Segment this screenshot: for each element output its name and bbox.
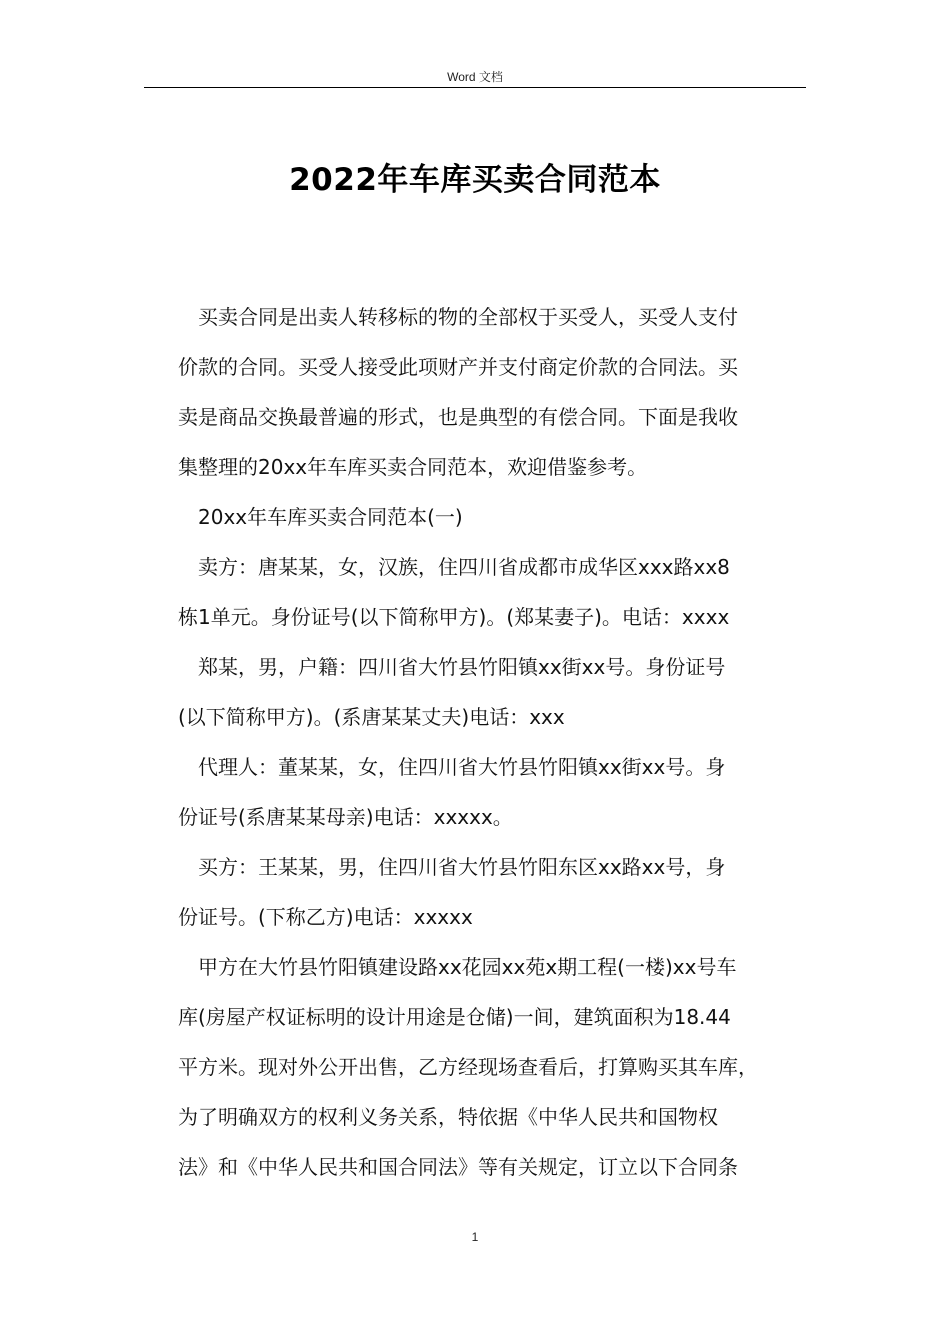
body-line: 为了明确双方的权利义务关系，特依据《中华人民共和国物权 [178,1105,718,1129]
body-line: 份证号。(下称乙方)电话：xxxxx [178,905,473,929]
header-divider [144,87,806,88]
body-line: 买卖合同是出卖人转移标的物的全部权于买受人，买受人支付 [198,305,738,329]
body-line: 法》和《中华人民共和国合同法》等有关规定，订立以下合同条 [178,1155,738,1179]
section-heading: 20xx年车库买卖合同范本(一) [198,505,463,529]
body-line: 价款的合同。买受人接受此项财产并支付商定价款的合同法。买 [178,355,738,379]
body-line: 甲方在大竹县竹阳镇建设路xx花园xx苑x期工程(一楼)xx号车 [198,955,737,979]
body-line: 栋1单元。身份证号(以下简称甲方)。(郑某妻子)。电话：xxxx [178,605,730,629]
body-line: 买方：王某某，男，住四川省大竹县竹阳东区xx路xx号，身 [198,855,726,879]
body-line: 卖是商品交换最普遍的形式，也是典型的有偿合同。下面是我收 [178,405,738,429]
body-line: 库(房屋产权证标明的设计用途是仓储)一间，建筑面积为18.44 [178,1005,731,1029]
body-line: (以下简称甲方)。(系唐某某丈夫)电话：xxx [178,705,565,729]
body-line: 份证号(系唐某某母亲)电话：xxxxx。 [178,805,513,829]
document-body [178,297,818,1197]
document-title: 2022年车库买卖合同范本 [289,162,661,198]
page-header-label: Word 文档 [447,70,503,84]
body-line: 郑某，男，户籍：四川省大竹县竹阳镇xx街xx号。身份证号 [198,655,726,679]
page-number: 1 [471,1230,479,1244]
body-line: 卖方：唐某某，女，汉族，住四川省成都市成华区xxx路xx8 [198,555,730,579]
body-line: 代理人：董某某，女，住四川省大竹县竹阳镇xx街xx号。身 [198,755,726,779]
body-line: 集整理的20xx年车库买卖合同范本，欢迎借鉴参考。 [178,455,648,479]
body-line: 平方米。现对外公开出售，乙方经现场查看后，打算购买其车库， [178,1055,758,1079]
